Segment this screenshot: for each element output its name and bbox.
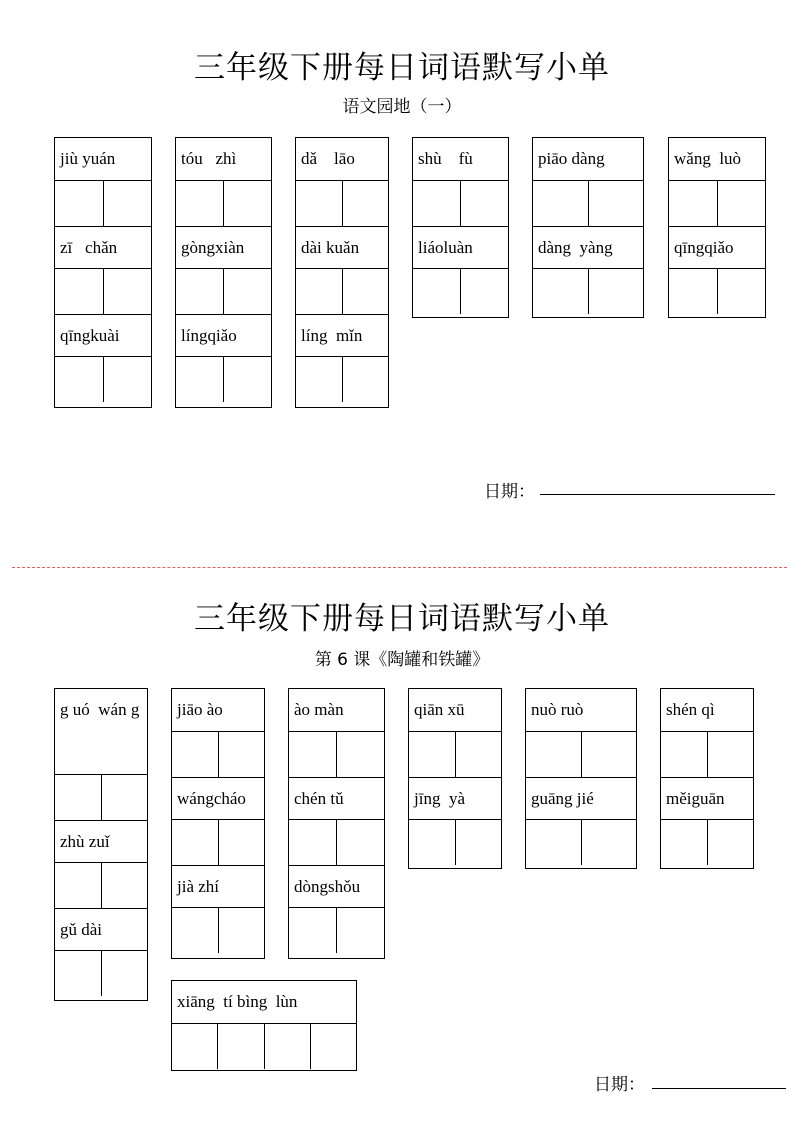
writing-cell[interactable] bbox=[224, 357, 271, 402]
writing-cell[interactable] bbox=[172, 908, 219, 953]
writing-cell[interactable] bbox=[55, 863, 102, 908]
writing-cell[interactable] bbox=[708, 820, 754, 865]
writing-cell[interactable] bbox=[265, 1024, 311, 1069]
writing-cell[interactable] bbox=[55, 775, 102, 820]
writing-cell[interactable] bbox=[102, 775, 148, 820]
writing-cell[interactable] bbox=[289, 820, 337, 865]
writing-cell[interactable] bbox=[289, 908, 337, 953]
writing-cell[interactable] bbox=[219, 908, 265, 953]
pinyin-label: jīng yà bbox=[409, 777, 501, 820]
pinyin-label: shén qì bbox=[661, 689, 753, 732]
writing-cell[interactable] bbox=[589, 269, 644, 314]
pinyin-label: guāng jié bbox=[526, 777, 636, 820]
writing-cell[interactable] bbox=[589, 181, 644, 226]
pinyin-label: xiāng tí bìng lùn bbox=[172, 981, 356, 1024]
writing-cell[interactable] bbox=[296, 269, 343, 314]
pinyin-label: dài kuǎn bbox=[296, 226, 388, 269]
writing-cell[interactable] bbox=[104, 357, 152, 402]
writing-cell[interactable] bbox=[102, 863, 148, 908]
word-box bbox=[408, 688, 502, 869]
writing-cell[interactable] bbox=[343, 269, 389, 314]
word-box bbox=[288, 688, 385, 959]
writing-cell[interactable] bbox=[55, 269, 104, 314]
pinyin-label: ào màn bbox=[289, 689, 384, 732]
writing-cell[interactable] bbox=[718, 181, 766, 226]
writing-cell[interactable] bbox=[669, 269, 718, 314]
writing-cell[interactable] bbox=[526, 732, 582, 777]
writing-cell[interactable] bbox=[337, 908, 384, 953]
writing-cell[interactable] bbox=[409, 732, 456, 777]
writing-cell[interactable] bbox=[296, 181, 343, 226]
writing-cell[interactable] bbox=[224, 269, 271, 314]
writing-cell[interactable] bbox=[55, 357, 104, 402]
pinyin-label: liáoluàn bbox=[413, 226, 508, 269]
pinyin-label: g uó wán g bbox=[55, 689, 147, 775]
writing-cell[interactable] bbox=[337, 820, 384, 865]
writing-cell[interactable] bbox=[176, 181, 224, 226]
word-box bbox=[175, 137, 272, 408]
writing-cell[interactable] bbox=[461, 181, 508, 226]
writing-cell[interactable] bbox=[224, 181, 271, 226]
pinyin-label: piāo dàng bbox=[533, 138, 643, 181]
writing-cell[interactable] bbox=[176, 357, 224, 402]
writing-cell[interactable] bbox=[708, 732, 754, 777]
pinyin-label: dǎ lāo bbox=[296, 138, 388, 181]
writing-cell[interactable] bbox=[172, 820, 219, 865]
date-label-1: 日期： bbox=[484, 482, 535, 502]
writing-cell[interactable] bbox=[176, 269, 224, 314]
pinyin-label: chén tǔ bbox=[289, 777, 384, 820]
word-box bbox=[171, 688, 265, 959]
pinyin-label: dòngshǒu bbox=[289, 865, 384, 908]
date-field-1[interactable] bbox=[540, 494, 775, 495]
date-label-2: 日期： bbox=[594, 1075, 645, 1095]
writing-cell[interactable] bbox=[582, 732, 637, 777]
pinyin-label: língqiǎo bbox=[176, 314, 271, 357]
writing-cell[interactable] bbox=[661, 732, 708, 777]
writing-cell[interactable] bbox=[289, 732, 337, 777]
pinyin-label: gòngxiàn bbox=[176, 226, 271, 269]
writing-cell[interactable] bbox=[219, 732, 265, 777]
writing-cell[interactable] bbox=[526, 820, 582, 865]
page-title-1: 三年级下册每日词语默写小单 bbox=[194, 50, 610, 86]
word-box bbox=[54, 688, 148, 1001]
writing-cell[interactable] bbox=[55, 181, 104, 226]
writing-cell[interactable] bbox=[533, 181, 589, 226]
writing-cell[interactable] bbox=[296, 357, 343, 402]
writing-cell[interactable] bbox=[669, 181, 718, 226]
writing-cell[interactable] bbox=[409, 820, 456, 865]
writing-cell[interactable] bbox=[582, 820, 637, 865]
pinyin-label: dàng yàng bbox=[533, 226, 643, 269]
pinyin-label: tóu zhì bbox=[176, 138, 271, 181]
writing-cell[interactable] bbox=[413, 269, 461, 314]
writing-cell[interactable] bbox=[661, 820, 708, 865]
writing-cell[interactable] bbox=[413, 181, 461, 226]
date-field-2[interactable] bbox=[652, 1088, 786, 1089]
pinyin-label: qīngkuài bbox=[55, 314, 151, 357]
pinyin-label: jiù yuán bbox=[55, 138, 151, 181]
pinyin-label: zhù zuǐ bbox=[55, 820, 147, 863]
writing-cell[interactable] bbox=[337, 732, 384, 777]
word-box bbox=[525, 688, 637, 869]
word-box bbox=[295, 137, 389, 408]
pinyin-label: shù fù bbox=[413, 138, 508, 181]
word-box bbox=[54, 137, 152, 408]
pinyin-label: jià zhí bbox=[172, 865, 264, 908]
writing-cell[interactable] bbox=[104, 269, 152, 314]
word-box bbox=[412, 137, 509, 318]
page-title-2: 三年级下册每日词语默写小单 bbox=[194, 601, 610, 637]
writing-cell[interactable] bbox=[533, 269, 589, 314]
pinyin-label: wǎng luò bbox=[669, 138, 765, 181]
writing-cell[interactable] bbox=[218, 1024, 264, 1069]
writing-cell[interactable] bbox=[456, 732, 502, 777]
pinyin-label: wángcháo bbox=[172, 777, 264, 820]
word-box bbox=[668, 137, 766, 318]
word-box-wide bbox=[171, 980, 357, 1071]
writing-cell[interactable] bbox=[343, 181, 389, 226]
writing-cell[interactable] bbox=[104, 181, 152, 226]
pinyin-label: qīngqiǎo bbox=[669, 226, 765, 269]
writing-cell[interactable] bbox=[172, 732, 219, 777]
lesson-subtitle-2: 第 6 课《陶罐和铁罐》 bbox=[314, 650, 490, 670]
pinyin-label: nuò ruò bbox=[526, 689, 636, 732]
pinyin-label: zī chǎn bbox=[55, 226, 151, 269]
pinyin-label: líng mǐn bbox=[296, 314, 388, 357]
writing-cell[interactable] bbox=[311, 1024, 356, 1069]
writing-cell[interactable] bbox=[172, 1024, 218, 1069]
writing-cell[interactable] bbox=[718, 269, 766, 314]
pinyin-label: qiān xū bbox=[409, 689, 501, 732]
word-box bbox=[532, 137, 644, 318]
pinyin-label: měiguān bbox=[661, 777, 753, 820]
pinyin-label: jiāo ào bbox=[172, 689, 264, 732]
section-divider bbox=[12, 567, 787, 568]
writing-cell[interactable] bbox=[55, 951, 102, 996]
writing-cell[interactable] bbox=[102, 951, 148, 996]
writing-cell[interactable] bbox=[461, 269, 508, 314]
word-box bbox=[660, 688, 754, 869]
writing-cell[interactable] bbox=[456, 820, 502, 865]
lesson-subtitle-1: 语文园地（一） bbox=[342, 97, 462, 117]
writing-cell[interactable] bbox=[343, 357, 389, 402]
writing-cell[interactable] bbox=[219, 820, 265, 865]
pinyin-label: gǔ dài bbox=[55, 908, 147, 951]
